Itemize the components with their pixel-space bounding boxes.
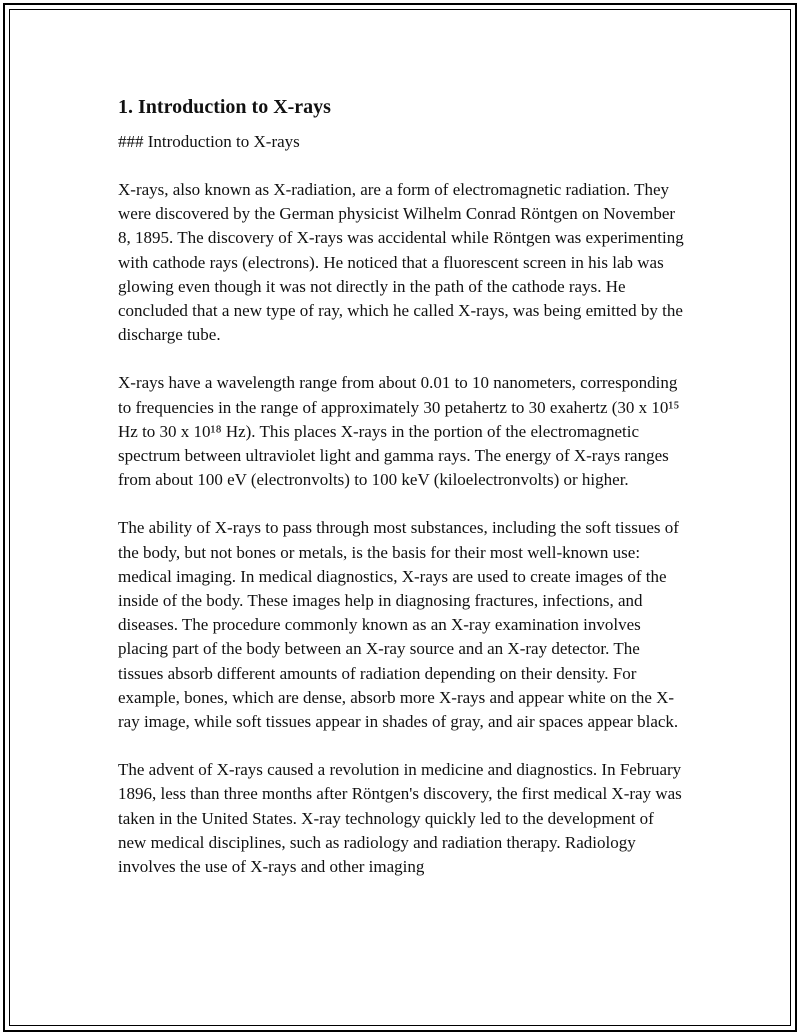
section-heading: 1. Introduction to X-rays (118, 96, 331, 118)
paragraph-medical-imaging: The ability of X-rays to pass through most substances, including the soft tissues of the body, but not bones or metals, is the basis for their most well-known use: medical imaging. In medical diagnostics, X-rays are used to create images of the inside of the body. These images help in diagnosing fractures, infections, and diseases. The procedure commonly known as an X-ray examination involves placing part of the body between an X-ray source and an X-ray detector. The tissues absorb different amounts of radiation depending on their density. For example, bones, which are dense, absorb more X-rays and appear white on the X-ray image, while soft tissues appear in shades of gray, and air spaces appear black. (118, 518, 679, 732)
paragraph-medical-revolution: The advent of X-rays caused a revolution in medicine and diagnostics. In February 1896, less than three months after Röntgen's discovery, the first medical X-ray was taken in the United States. X-ray technology quickly led to the development of new medical disciplines, such as radiology and radiation therapy. Radiology involves the use of X-rays and other imaging (118, 760, 682, 877)
paragraph-wavelength: X-rays have a wavelength range from about 0.01 to 10 nanometers, corresponding to frequencies in the range of approximately 30 petahertz to 30 exahertz (30 x 10¹⁵ Hz to 30 x 10¹⁸ Hz). This places X-rays in the portion of the electromagnetic spectrum between ultraviolet light and gamma rays. The energy of X-rays ranges from about 100 eV (electronvolts) to 100 keV (kiloelectronvolts) or higher. (118, 373, 680, 490)
paragraph-discovery: X-rays, also known as X-radiation, are a form of electromagnetic radiation. They were discovered by the German physicist Wilhelm Conrad Röntgen on November 8, 1895. The discovery of X-rays was accidental while Röntgen was experimenting with cathode rays (electrons). He noticed that a fluorescent screen in his lab was glowing even though it was not directly in the path of the cathode rays. He concluded that a new type of ray, which he called X-rays, was being emitted by the discharge tube. (118, 180, 684, 345)
document-body (118, 94, 686, 903)
markdown-subheading: ### Introduction to X-rays (118, 132, 300, 151)
